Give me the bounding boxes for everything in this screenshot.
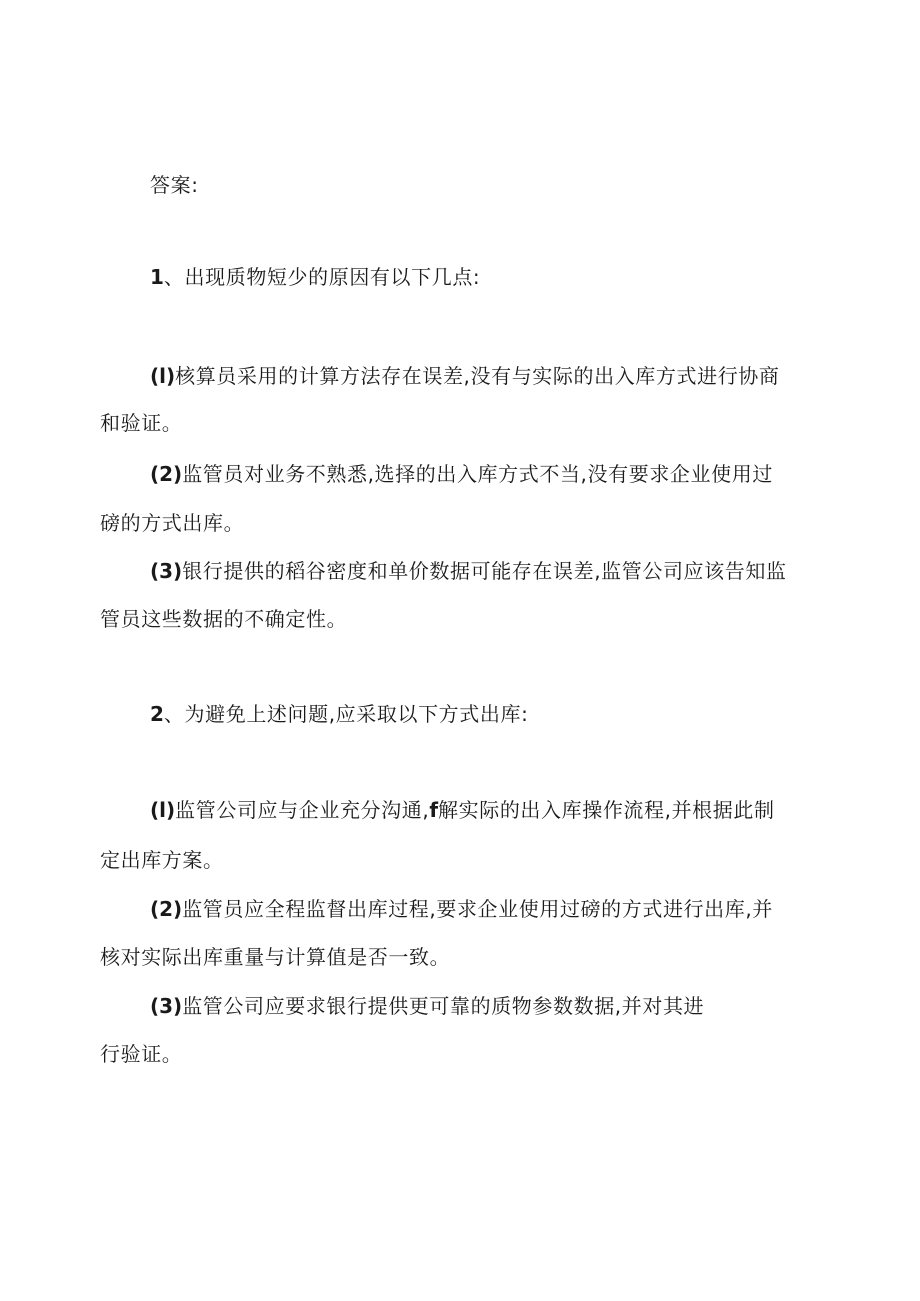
section2-item2-text: 监管员应全程监督出库过程,要求企业使用过磅的方式进行出库,并 [182,897,773,921]
section2-item1-text-f: f [429,798,439,822]
section2-item1-text-a: 监管公司应与企业充分沟通, [175,798,430,822]
section2-item2-text-cont: 核对实际出库重量与计算值是否一致。 [100,945,451,969]
section2-item3-text-cont: 行验证。 [100,1042,183,1066]
section1-item1-number: (l) [150,364,176,388]
section2-item1-line1 [150,796,775,824]
section1-item1-text: 核算员采用的计算方法存在误差,没有与实际的出入库方式进行协商 [175,364,780,388]
section2-item2-line1 [150,895,773,923]
section2-item3-number: (3) [150,994,183,1018]
section2-item2-line2 [100,943,450,971]
section1-item2-text-cont: 磅的方式出库。 [100,511,245,535]
section1-item1-text-cont: 和验证。 [100,411,183,435]
section1-item2-text: 监管员对业务不熟悉,选择的出入库方式不当,没有要求企业使用过 [182,462,773,486]
section1-item1-line1 [150,362,780,390]
section1-number: 1 [150,265,164,289]
section2-item3-line1 [150,992,704,1020]
section1-item3-line1 [150,557,787,585]
section1-item3-number: (3) [150,559,183,583]
section2-item1-number: (l) [150,798,176,822]
answer-label [150,171,199,199]
section1-item3-line2 [100,605,347,633]
section2-item3-line2 [100,1040,182,1068]
section2-item1-text-c: 解实际的出入库操作流程,并根据此制 [438,798,775,822]
section1-item1-line2 [100,409,182,437]
section1-item2-number: (2) [150,462,183,486]
section1-title: 、出现质物短少的原因有以下几点: [163,265,481,289]
section2-heading [150,700,528,728]
section2-title: 、为避免上述问题,应采取以下方式出库: [163,702,529,726]
section2-item2-number: (2) [150,897,183,921]
section1-item2-line1 [150,460,773,488]
section1-item2-line2 [100,509,244,537]
section2-item1-line2 [100,846,224,874]
section2-item1-text-cont: 定出库方案。 [100,848,224,872]
section1-heading [150,263,480,291]
section1-item3-text: 银行提供的稻谷密度和单价数据可能存在误差,监管公司应该告知监 [182,559,787,583]
section1-item3-text-cont: 管员这些数据的不确定性。 [100,607,348,631]
section2-item3-text: 监管公司应要求银行提供更可靠的质物参数数据,并对其进 [182,994,705,1018]
answer-label-text: 答案: [150,173,199,197]
section2-number: 2 [150,702,164,726]
